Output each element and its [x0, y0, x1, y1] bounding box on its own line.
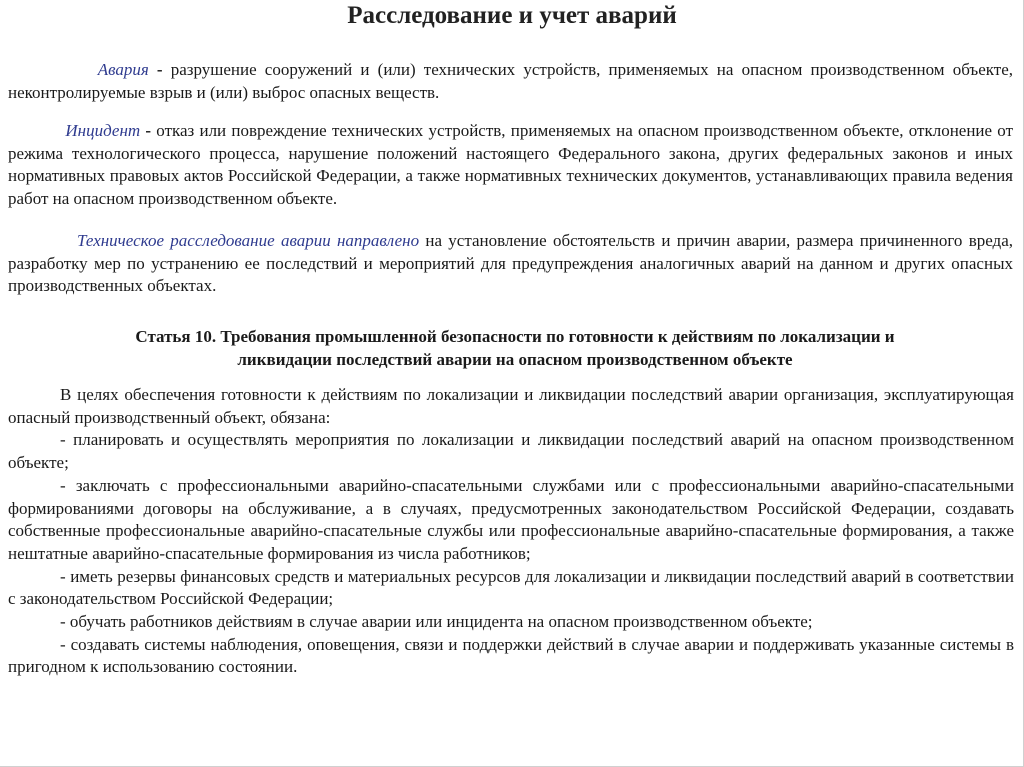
article-intro: В целях обеспечения готовности к действиям по локализации и ликвидации последствий аварии организация, эксплуатирующая опасный производственный объект, обязана:	[8, 385, 1014, 427]
article-heading-line2: ликвидации последствий аварии на опасном производственном объекте	[237, 350, 793, 369]
list-item: - планировать и осуществлять мероприятия по локализации и ликвидации последствий аварий на опасном производственном объекте;	[8, 430, 1014, 473]
definition-incident-text: отказ или повреждение технических устройств, применяемых на опасном производственном объекте, отклонение от режима технологического процесса, нарушение положений настоящего Федерального закона, других федеральных законов и иных нормативных правовых актов Российской Федерации, а также нормативных технических документов, устанавливающих правила ведения работ на опасном производственном объекте.	[8, 121, 1014, 209]
article-heading	[40, 325, 990, 371]
article-heading-line1: Статья 10. Требования промышленной безопасности по готовности к действиям по локализации и	[135, 327, 895, 346]
definition-incident	[8, 120, 1013, 211]
list-item: - заключать с профессиональными аварийно-спасательными службами или с профессиональными аварийно-спасательными формированиями договоры на обслуживание, а в случаях, предусмотренных законодательством Российской Федерации, создавать собственные профессиональные аварийно-спасательные службы или профессиональные аварийно-спасательные формирования, а также нештатные аварийно-спасательные формирования из числа работников;	[8, 475, 1014, 563]
definition-accident-text: разрушение сооружений и (или) технических устройств, применяемых на опасном производственном объекте, неконтролируемые взрыв и (или) выброс опасных веществ.	[8, 60, 1014, 102]
list-item: - обучать работников действиям в случае аварии или инцидента на опасном производственном объекте;	[60, 612, 813, 632]
page-title: Расследование и учет аварий	[347, 2, 677, 29]
term-incident: Инцидент	[65, 121, 141, 140]
term-dash: -	[156, 60, 163, 79]
term-accident: Авария	[97, 60, 149, 79]
investigation-text: на установление обстоятельств и причин аварии, размера причиненного вреда, разработку мер по устранению ее последствий и мероприятий для предупреждения аналогичных аварий на данном и других опасных производственных объектах.	[8, 231, 1014, 296]
term-investigation: Техническое расследование аварии направлено	[77, 231, 420, 250]
definition-accident	[8, 59, 1013, 104]
list-item: - иметь резервы финансовых средств и материальных ресурсов для локализации и ликвидации последствий аварий в соответствии с законодательством Российской Федерации;	[8, 566, 1014, 609]
article-body	[8, 384, 1014, 679]
investigation-paragraph	[8, 230, 1013, 298]
list-item: - создавать системы наблюдения, оповещения, связи и поддержки действий в случае аварии и поддерживать указанные системы в пригодном к использованию состоянии.	[8, 634, 1014, 677]
term-dash: -	[145, 121, 152, 140]
